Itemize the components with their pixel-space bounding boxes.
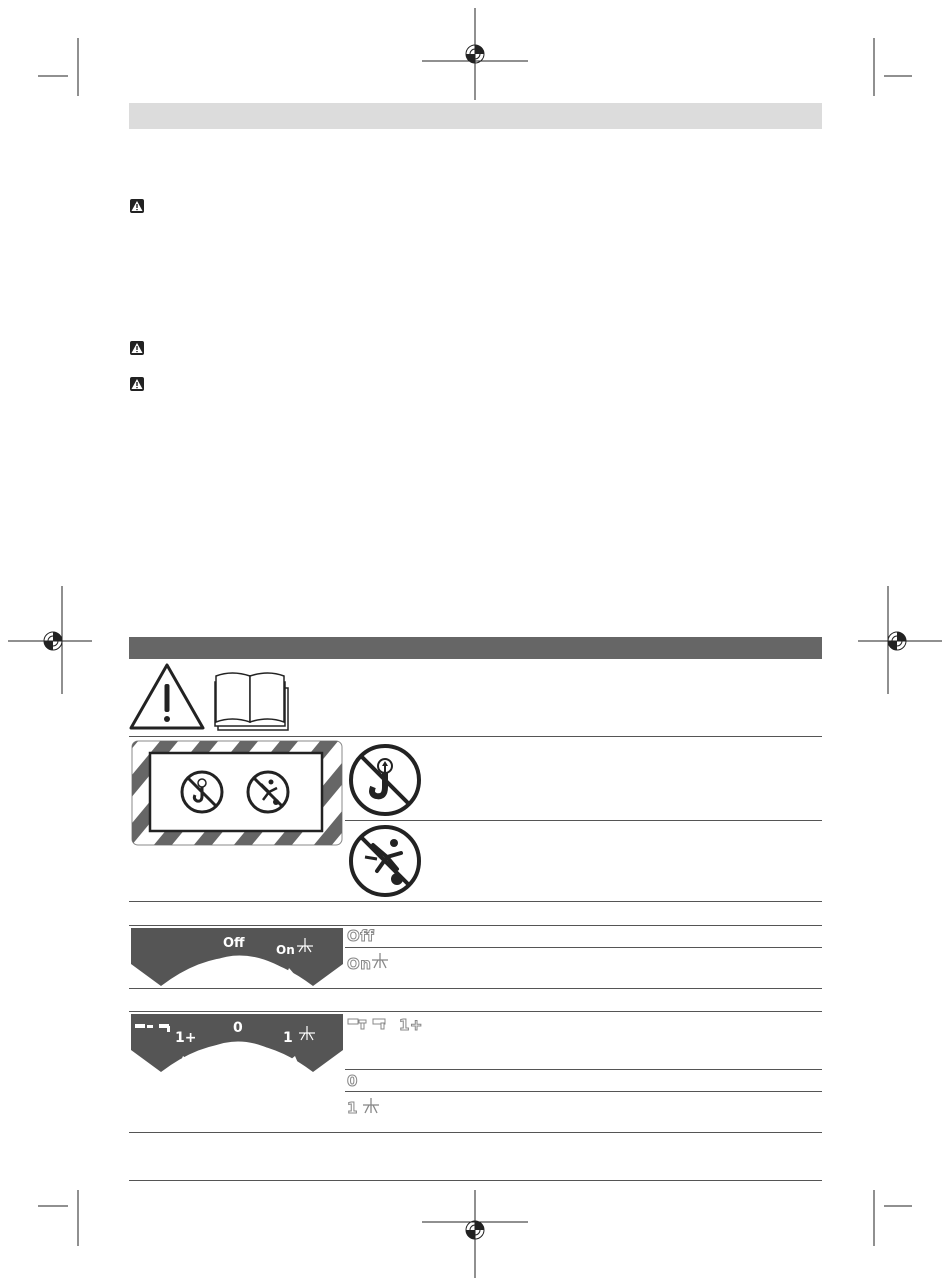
- no-lifting-hook-icon: [347, 742, 423, 818]
- table-divider: [129, 1011, 822, 1012]
- table-divider: [129, 1180, 822, 1181]
- dust-extraction-icon: [360, 1096, 382, 1116]
- no-entanglement-icon: [347, 823, 423, 899]
- table-divider: [129, 1132, 822, 1133]
- general-warning-icon: [128, 662, 206, 732]
- table-divider: [129, 925, 822, 926]
- table-divider: [345, 820, 822, 821]
- tool-icons: [347, 1016, 397, 1032]
- dial-off-label: Off: [223, 936, 245, 951]
- warning-icon: [130, 377, 144, 391]
- dial-right-label: 1: [283, 1030, 293, 1046]
- read-manual-icon: [212, 668, 292, 732]
- table-divider: [129, 736, 822, 737]
- dial-on-label: On: [276, 943, 295, 957]
- mode-1plus-label: 1+: [399, 1016, 424, 1034]
- table-divider: [129, 901, 822, 902]
- dust-extraction-icon: [369, 951, 391, 971]
- table-divider: [345, 1091, 822, 1092]
- on-position-label: On: [347, 955, 372, 973]
- warning-icon: [130, 341, 144, 355]
- off-position-label: Off: [347, 927, 375, 945]
- dial-left-label: 1+: [175, 1030, 197, 1046]
- dial-center-label: 0: [233, 1020, 243, 1036]
- table-divider: [345, 947, 822, 948]
- warning-icon: [130, 199, 144, 213]
- table-divider: [129, 988, 822, 989]
- mode-0-label: 0: [347, 1072, 358, 1090]
- mode-dial-graphic: [131, 1014, 343, 1072]
- warning-label-panel: [131, 740, 343, 846]
- on-off-dial-graphic: [131, 928, 343, 986]
- section-band: [129, 637, 822, 659]
- mode-1-label: 1: [347, 1099, 358, 1117]
- header-band: [129, 103, 822, 129]
- table-divider: [345, 1069, 822, 1070]
